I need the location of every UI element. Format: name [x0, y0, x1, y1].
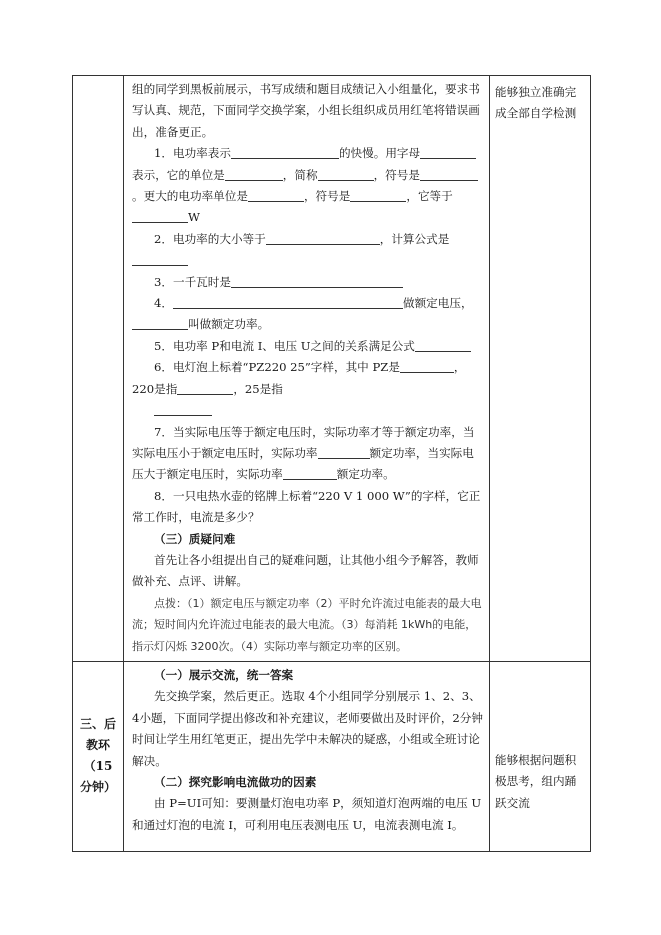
lesson-plan-table — [72, 75, 591, 852]
question-2: 2．电功率的大小等于 ，计算公式是 — [132, 229, 484, 272]
tip-paragraph: 点拨：（1）额定电压与额定功率（2）平时允许流过电能表的最大电流；短时间内允许流过电能表的最大电流。（3）每消耗 1kWh的电能，指示灯闪烁 3200次。（4）实际功率与额定功率的区别。 — [132, 596, 482, 653]
stage-label-line: （15 — [83, 759, 113, 774]
section-heading-explore: （二）探究影响电流做功的因素 — [154, 775, 317, 789]
goal-note: 能够根据问题积极思考，组内踊跃交流 — [495, 752, 577, 810]
answer-blank — [420, 144, 476, 159]
answer-blank — [248, 187, 304, 202]
answer-blank — [318, 166, 374, 181]
goal-note: 能够独立准确完成全部自学检测 — [495, 85, 577, 121]
answer-blank — [132, 208, 188, 223]
answer-blank — [283, 465, 337, 480]
answer-blank — [173, 294, 403, 309]
question-8: 8．一只电热水壶的铭牌上标着“220 V 1 000 W”的字样，它正常工作时，电流是多少？ — [132, 488, 481, 525]
answer-blank — [154, 401, 212, 416]
stage-label-line: 教环 — [85, 738, 110, 753]
stage-cell-empty — [73, 76, 124, 662]
table-row-after-class — [73, 661, 591, 851]
content-cell — [124, 661, 490, 851]
section-heading-questions: （三）质疑问难 — [154, 531, 236, 546]
question-5: 5．电功率 P和电流 I、电压 U之间的关系满足公式 — [132, 336, 484, 357]
exchange-paragraph: 先交换学案，然后更正。选取 4个小组同学分别展示 1、2、3、4小题，下面同学提出修改和补充建议，老师要做出及时评价，2分钟时间让学生用红笔更正，提出先学中未解决的疑惑，小组或全班讨论解决。 — [132, 689, 483, 768]
answer-blank — [225, 166, 283, 181]
answer-blank — [266, 230, 380, 245]
answer-blank — [231, 273, 403, 288]
explore-paragraph: 由 P=UI可知：要测量灯泡电功率 P，须知道灯泡两端的电压 U和通过灯泡的电流 I，可利用电压表测电压 U，电流表测电流 I。 — [132, 796, 482, 832]
question-3: 3．一千瓦时是 — [132, 272, 484, 293]
question-7: 7．当实际电压等于额定电压时，实际功率才等于额定功率，当实际电压小于额定电压时，实际功率 额定功率，当实际电压大于额定电压时，实际功率 额定功率。 — [132, 424, 475, 482]
question-4: 4． 做额定电压， 叫做额定功率。 — [132, 293, 484, 336]
table-row-self-study — [73, 76, 591, 662]
stage-label-line: 三、后 — [79, 717, 116, 732]
goal-cell — [490, 76, 591, 662]
answer-blank — [415, 337, 471, 352]
content-cell — [124, 76, 490, 662]
question-1: 1．电功率表示 的快慢。用字母 表示，它的单位是 ，简称 ，符号是。更大的电功率单位是 ，符号是 ，它等于W — [132, 143, 484, 229]
questions-paragraph: 首先让各小组提出自己的疑难问题，让其他小组今予解答，教师做补充、点评、讲解。 — [132, 552, 479, 589]
answer-blank — [177, 380, 233, 395]
section-heading-exchange: （一）展示交流，统一答案 — [154, 667, 294, 682]
stage-label-line: 分钟） — [79, 780, 116, 795]
stage-cell — [73, 661, 124, 851]
answer-blank — [400, 358, 454, 373]
answer-blank — [132, 315, 188, 330]
answer-blank — [350, 187, 406, 202]
answer-blank — [132, 251, 188, 266]
answer-blank — [231, 144, 339, 159]
goal-cell — [490, 661, 591, 851]
answer-blank — [318, 444, 370, 459]
answer-blank — [420, 166, 478, 181]
intro-text: 组的同学到黑板前展示，书写成绩和题目成绩记入小组量化，要求书写认真、规范，下面同学交换学案，小组长组织成员用红笔将错误画出，准备更正。 — [132, 82, 480, 139]
question-6: 6．电灯泡上标着“PZ220 25”字样，其中 PZ是 ，220是指 ，25是指 — [132, 357, 484, 421]
